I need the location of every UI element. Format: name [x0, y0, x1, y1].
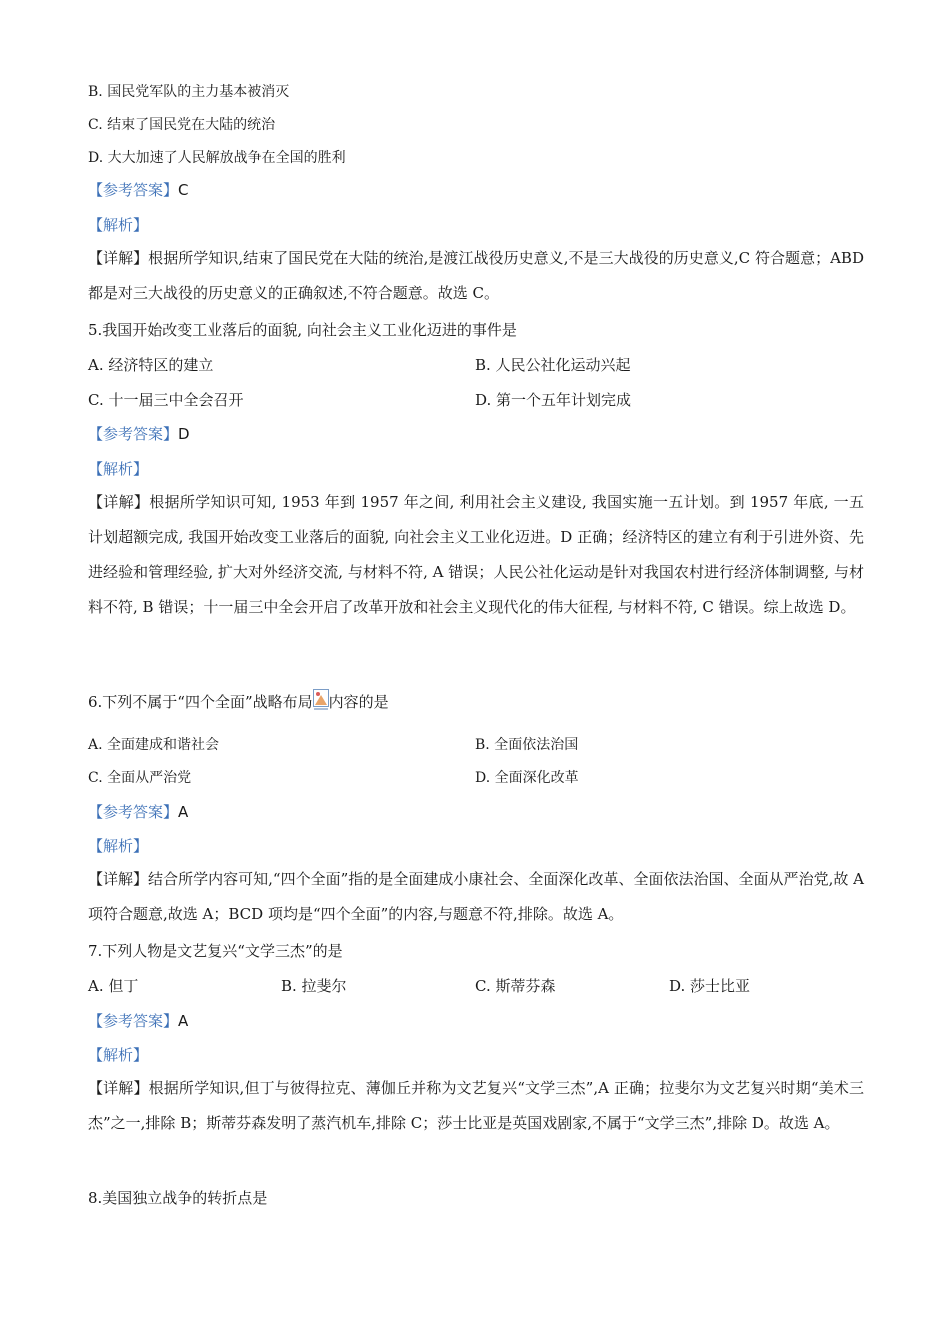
- q6-detail: [88, 862, 864, 932]
- q7-stem: 7.下列人物是文艺复兴“文学三杰”的是: [88, 942, 343, 960]
- q5-stem: 5.我国开始改变工业落后的面貌, 向社会主义工业化迈进的事件是: [88, 321, 517, 339]
- answer-value: A: [178, 803, 189, 821]
- q5-option-a: A. 经济特区的建立: [88, 356, 214, 374]
- detail-label: 【详解】: [88, 493, 150, 511]
- q6-answer: [88, 802, 188, 822]
- q6-stem: [88, 689, 389, 712]
- detail-label: 【详解】: [88, 249, 149, 267]
- q5-answer: [88, 424, 190, 444]
- q6-option-b: B. 全面依法治国: [475, 737, 579, 753]
- q7-analysis-label: 【解析】: [88, 1046, 149, 1064]
- q6-analysis-label: 【解析】: [88, 837, 149, 855]
- q5-detail: [88, 485, 864, 625]
- detail-text: 根据所学知识,但丁与彼得拉克、薄伽丘并称为文艺复兴“文学三杰”,A 正确；拉斐尔为文艺复兴时期“美术三杰”之一,排除 B；斯蒂芬森发明了蒸汽机车,排除 C；莎士比亚是英国戏剧家,不属于“文学三杰”,排除 D。故选 A。: [88, 1079, 864, 1132]
- q4-analysis-label: 【解析】: [88, 216, 149, 234]
- answer-value: C: [178, 181, 189, 199]
- detail-label: 【详解】: [88, 870, 149, 888]
- q6-stem-after: 内容的是: [328, 693, 389, 711]
- q7-option-c: C. 斯蒂芬森: [475, 977, 556, 995]
- answer-label: 【参考答案】: [88, 1012, 179, 1030]
- q4-answer: [88, 180, 189, 200]
- q7-option-b: B. 拉斐尔: [281, 977, 347, 995]
- detail-label: 【详解】: [88, 1079, 149, 1097]
- inline-image-icon: [313, 689, 329, 711]
- answer-value: A: [178, 1012, 189, 1030]
- answer-value: D: [178, 425, 190, 443]
- answer-label: 【参考答案】: [88, 803, 179, 821]
- q7-detail: [88, 1071, 864, 1141]
- q5-option-b: B. 人民公社化运动兴起: [475, 356, 631, 374]
- answer-label: 【参考答案】: [88, 425, 179, 443]
- q4-option-c: C. 结束了国民党在大陆的统治: [88, 117, 276, 133]
- answer-label: 【参考答案】: [88, 181, 179, 199]
- q7-answer: [88, 1011, 188, 1031]
- detail-text: 根据所学知识可知, 1953 年到 1957 年之间, 利用社会主义建设, 我国实施一五计划。到 1957 年底, 一五计划超额完成, 我国开始改变工业落后的面貌, 向社会主义工业化迈进。D 正确；经济特区的建立有利于引进外资、先进经验和管理经验, 扩大对外经济交流, 与材料不符, A 错误；人民公社化运动是针对我国农村进行经济体制调整, 与材料不符, B 错误；十一届三中全会开启了改革开放和社会主义现代化的伟大征程, 与材料不符, C 错误。综上故选 D。: [88, 493, 864, 616]
- q4-detail: [88, 241, 864, 311]
- q6-stem-before: 6.下列不属于“四个全面”战略布局: [88, 693, 313, 711]
- detail-text: 根据所学知识,结束了国民党在大陆的统治,是渡江战役历史意义,不是三大战役的历史意义,C 符合题意；ABD 都是对三大战役的历史意义的正确叙述,不符合题意。故选 C。: [88, 249, 864, 302]
- q4-option-d: D. 大大加速了人民解放战争在全国的胜利: [88, 150, 346, 166]
- q6-option-c: C. 全面从严治党: [88, 770, 192, 786]
- detail-text: 结合所学内容可知,“四个全面”指的是全面建成小康社会、全面深化改革、全面依法治国、全面从严治党,故 A 项符合题意,故选 A；BCD 项均是“四个全面”的内容,与题意不符,排除。故选 A。: [88, 870, 864, 923]
- q7-option-d: D. 莎士比亚: [669, 977, 751, 995]
- q6-option-d: D. 全面深化改革: [475, 770, 579, 786]
- q4-option-b: B. 国民党军队的主力基本被消灭: [88, 84, 290, 100]
- q5-analysis-label: 【解析】: [88, 460, 149, 478]
- q6-option-a: A. 全面建成和谐社会: [88, 737, 220, 753]
- q7-option-a: A. 但丁: [88, 977, 139, 995]
- q8-stem: 8.美国独立战争的转折点是: [88, 1189, 268, 1207]
- q5-option-c: C. 十一届三中全会召开: [88, 391, 244, 409]
- q5-option-d: D. 第一个五年计划完成: [475, 391, 632, 409]
